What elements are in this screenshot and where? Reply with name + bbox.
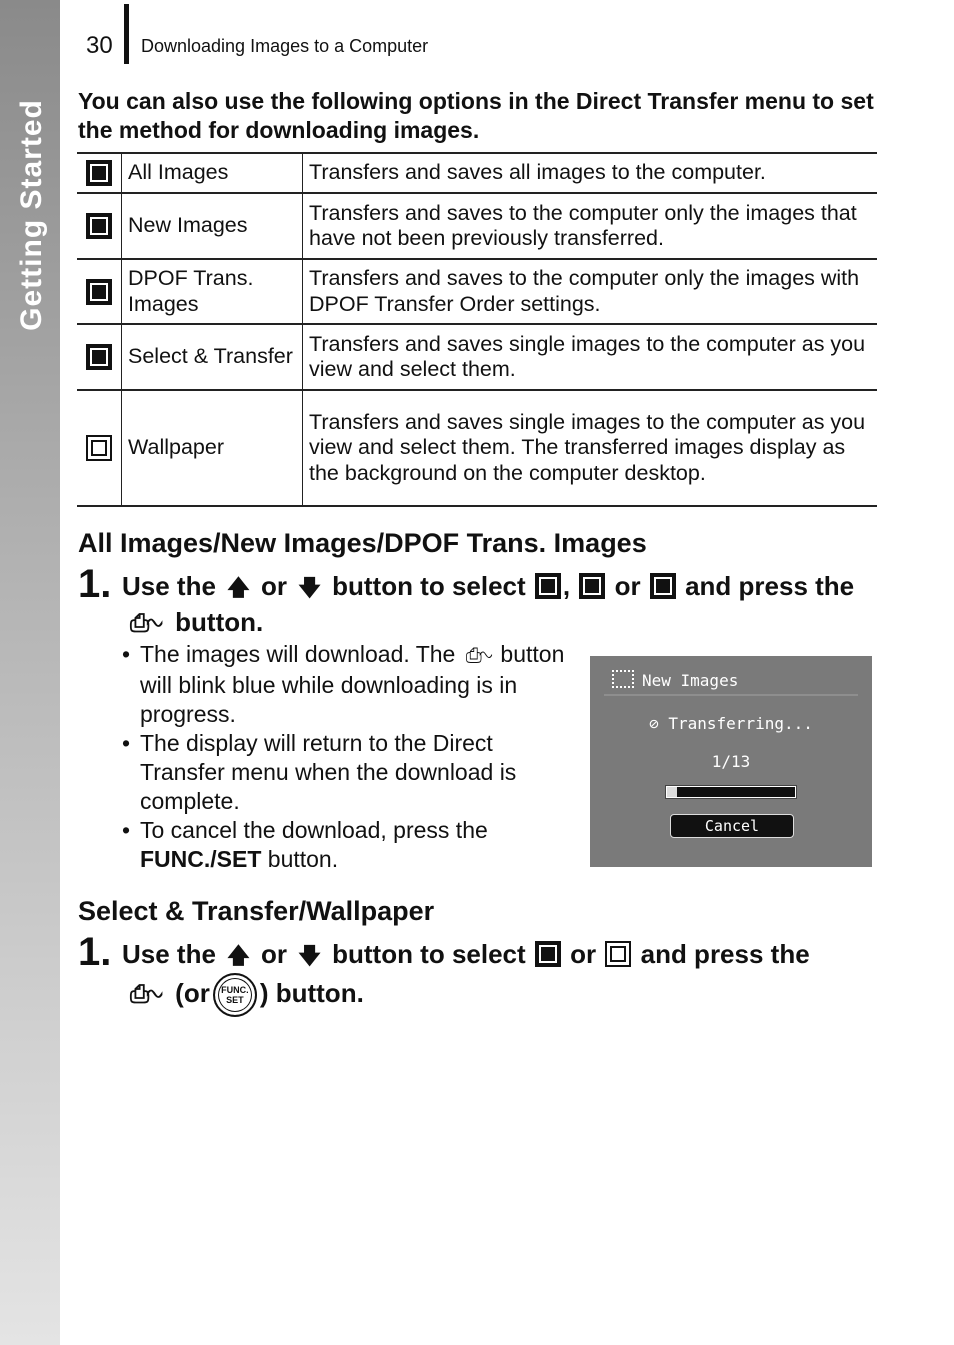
up-arrow-icon: 🡅 bbox=[227, 575, 250, 600]
all-images-icon bbox=[535, 573, 561, 599]
table-row bbox=[77, 259, 877, 324]
progress-fill bbox=[667, 787, 677, 797]
option-description: Transfers and saves to the computer only the images that have not been previously transferred. bbox=[303, 193, 878, 259]
func-set-label: FUNC./SET bbox=[140, 846, 262, 872]
all-images-icon bbox=[86, 160, 112, 186]
transfer-progress-bar bbox=[666, 786, 796, 798]
new-images-icon bbox=[612, 670, 634, 688]
table-row bbox=[77, 390, 877, 506]
new-images-icon bbox=[86, 213, 112, 239]
step-number: 1. bbox=[78, 930, 112, 974]
step-instruction: Use the 🡅 or 🡇 button to select or and press the ⎙∿ (or FUNC. SET ) button. bbox=[122, 937, 882, 1017]
print-share-icon: ⎙∿ bbox=[130, 610, 160, 637]
step-number: 1. bbox=[78, 562, 112, 606]
option-name: Wallpaper bbox=[122, 390, 303, 506]
step-notes bbox=[122, 640, 572, 874]
transfer-options-table bbox=[77, 152, 877, 507]
list-item: • The display will return to the Direct Transfer menu when the download is complete. bbox=[122, 729, 572, 816]
image-counter: 1/13 bbox=[711, 752, 751, 771]
table-row bbox=[77, 324, 877, 390]
dpof-trans-icon bbox=[86, 279, 112, 305]
select-transfer-icon bbox=[86, 344, 112, 370]
page-number: 30 bbox=[86, 32, 113, 59]
side-tab-label: Getting Started bbox=[15, 99, 48, 331]
print-share-icon: ⎙∿ bbox=[465, 645, 491, 667]
option-name: All Images bbox=[122, 153, 303, 193]
option-description: Transfers and saves single images to the computer as you view and select them. bbox=[303, 324, 878, 390]
func-set-button-icon: FUNC. SET bbox=[213, 973, 257, 1017]
up-arrow-icon: 🡅 bbox=[227, 943, 250, 968]
camera-screen bbox=[590, 656, 872, 867]
intro-paragraph: You can also use the following options in the Direct Transfer menu to set the method for downloading images. bbox=[78, 88, 874, 143]
option-name: DPOF Trans. Images bbox=[122, 259, 303, 324]
option-description: Transfers and saves single images to the computer as you view and select them. The transferred images display as the background on the computer desktop. bbox=[303, 390, 878, 506]
no-camera-shake-icon: ⊘ bbox=[649, 714, 669, 733]
screen-divider bbox=[604, 694, 858, 696]
option-description: Transfers and saves all images to the computer. bbox=[303, 153, 878, 193]
dpof-trans-icon bbox=[650, 573, 676, 599]
option-name: New Images bbox=[122, 193, 303, 259]
wallpaper-icon bbox=[86, 435, 112, 461]
select-transfer-icon bbox=[535, 941, 561, 967]
down-arrow-icon: 🡇 bbox=[298, 943, 321, 968]
section-heading-all-images: All Images/New Images/DPOF Trans. Images bbox=[78, 528, 647, 558]
list-item: • To cancel the download, press the FUNC./SET button. bbox=[122, 816, 572, 874]
print-share-icon: ⎙∿ bbox=[130, 980, 160, 1008]
transfer-status: ⊘ Transferring... bbox=[649, 714, 813, 733]
section-heading-select-transfer: Select & Transfer/Wallpaper bbox=[78, 896, 435, 926]
wallpaper-icon bbox=[605, 941, 631, 967]
down-arrow-icon: 🡇 bbox=[298, 575, 321, 600]
side-tab bbox=[0, 0, 60, 1345]
step-instruction: Use the 🡅 or 🡇 button to select , or and press the ⎙∿ button. bbox=[122, 571, 855, 637]
screen-title: New Images bbox=[612, 670, 738, 690]
new-images-icon bbox=[579, 573, 605, 599]
list-item: • The images will download. The ⎙∿ button will blink blue while downloading is in progress. bbox=[122, 640, 572, 729]
table-row bbox=[77, 193, 877, 259]
cancel-button[interactable]: Cancel bbox=[670, 814, 794, 838]
option-name: Select & Transfer bbox=[122, 324, 303, 390]
header-title: Downloading Images to a Computer bbox=[141, 36, 429, 56]
table-row bbox=[77, 153, 877, 193]
header-divider bbox=[124, 4, 129, 64]
option-description: Transfers and saves to the computer only the images with DPOF Transfer Order settings. bbox=[303, 259, 878, 324]
